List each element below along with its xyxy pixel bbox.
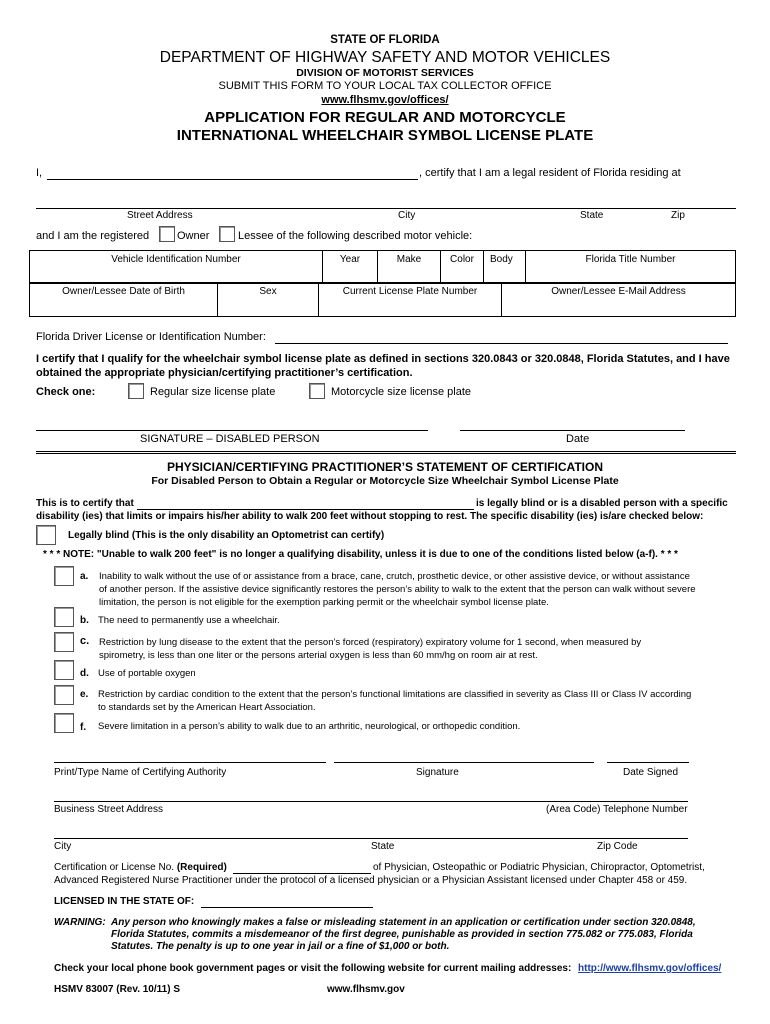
certify-start: This is to certify that	[36, 498, 134, 509]
cert-text-line1: of Physician, Osteopathic or Podiatric Physician, Chiropractor, Optometrist,	[373, 862, 705, 873]
lessee-label: Lessee of the following described motor vehicle:	[238, 230, 473, 242]
telephone-label: (Area Code) Telephone Number	[546, 804, 688, 815]
date-signed-label: Date Signed	[623, 767, 679, 778]
applicant-i-label: I,	[36, 167, 43, 179]
patient-name-line[interactable]	[137, 509, 474, 510]
warning-line3: Statutes. The penalty is up to one year in jail or a fine of $1,000 or both.	[111, 941, 450, 952]
condition-c-text: Restriction by lung disease to the extent that the person’s forced (respiratory) expiratory volume for 1 second, when measured by spirometry, is less than one liter or the persons arterial oxygen is less than 60 mm/hg on room air at rest.	[99, 637, 642, 661]
state-title: STATE OF FLORIDA	[330, 34, 440, 46]
color-cell[interactable]: Color	[441, 251, 484, 284]
year-cell[interactable]: Year	[323, 251, 378, 284]
condition-a-text: Inability to walk without the use of or assistance from a brace, cane, crutch, prosthetic device, or other assistive device, or without assistance of another person. If the assistive device significantly restores the person’s ability to walk to the extent that the person can walk without severe limitation, the person is not eligible for the exemption parking permit or the wheelchair symbol license plate.	[99, 571, 696, 608]
check-one-label: Check one:	[36, 386, 96, 398]
footer-check-text: Check your local phone book government pages or visit the following website for current mailing addresses:	[54, 963, 572, 974]
form-number: HSMV 83007 (Rev. 10/11) S	[54, 984, 180, 995]
physician-city-label: City	[54, 841, 72, 852]
condition-b-checkbox[interactable]	[54, 607, 74, 627]
warning-label: WARNING:	[54, 917, 106, 928]
condition-b-text: The need to permanently use a wheelchair.	[98, 615, 280, 626]
certify-resident-text: , certify that I am a legal resident of Florida residing at	[419, 167, 681, 179]
license-plate-cell[interactable]: Current License Plate Number	[319, 283, 502, 317]
legally-blind-checkbox[interactable]	[36, 525, 56, 545]
body-cell[interactable]: Body	[484, 251, 526, 284]
form-title-line2: INTERNATIONAL WHEELCHAIR SYMBOL LICENSE PLATE	[176, 127, 594, 144]
submit-instruction: SUBMIT THIS FORM TO YOUR LOCAL TAX COLLECTOR OFFICE	[218, 80, 552, 92]
email-cell[interactable]: Owner/Lessee E-Mail Address	[502, 283, 736, 317]
city-state-zip-line[interactable]	[54, 838, 688, 839]
cert-number-line[interactable]	[233, 873, 371, 874]
title-number-cell[interactable]: Florida Title Number	[526, 251, 736, 284]
dl-number-line[interactable]	[275, 343, 728, 344]
regular-plate-checkbox[interactable]	[128, 383, 144, 399]
condition-d-text: Use of portable oxygen	[98, 668, 196, 679]
physician-signature-line[interactable]	[334, 762, 594, 763]
dob-cell[interactable]: Owner/Lessee Date of Birth	[30, 283, 218, 317]
motorcycle-plate-label: Motorcycle size license plate	[331, 386, 472, 398]
make-cell[interactable]: Make	[378, 251, 441, 284]
condition-f-letter: f.	[80, 722, 87, 733]
registered-text: and I am the registered	[36, 230, 150, 242]
regular-plate-label: Regular size license plate	[150, 386, 276, 398]
division-title: DIVISION OF MOTORIST SERVICES	[296, 67, 474, 79]
vehicle-table	[29, 250, 736, 284]
business-address-line[interactable]	[54, 801, 688, 802]
footer-offices-link[interactable]: http://www.flhsmv.gov/offices/	[578, 963, 722, 974]
cert-label-text: Certification or License No.	[54, 862, 175, 873]
address-line[interactable]	[36, 208, 736, 209]
condition-a-checkbox[interactable]	[54, 566, 74, 586]
date-label: Date	[566, 433, 590, 445]
vin-cell[interactable]: Vehicle Identification Number	[30, 251, 323, 284]
required-text: (Required)	[176, 862, 227, 873]
street-address-label: Street Address	[127, 210, 193, 221]
cert-text-line2: Advanced Registered Nurse Practitioner under the protocol of a licensed physician or a Physician Assistant licensed under Chapter 458 or 459.	[54, 875, 688, 886]
warning-line2: Florida Statutes, commits a misdemeanor of the first degree, punishable as provided in section 775.082 or 775.083, Florida	[111, 929, 693, 940]
condition-e-checkbox[interactable]	[54, 685, 74, 705]
signature-label: SIGNATURE – DISABLED PERSON	[140, 433, 320, 445]
print-name-line[interactable]	[54, 762, 326, 763]
licensed-state-line[interactable]	[201, 907, 373, 908]
legally-blind-label: Legally blind (This is the only disability an Optometrist can certify)	[68, 530, 385, 541]
physician-signature-label: Signature	[416, 767, 459, 778]
business-address-label: Business Street Address	[54, 804, 163, 815]
condition-c-checkbox[interactable]	[54, 632, 74, 652]
physician-subtitle: For Disabled Person to Obtain a Regular or Motorcycle Size Wheelchair Symbol License Plate	[151, 475, 619, 487]
note-text: * * * NOTE: "Unable to walk 200 feet" is no longer a qualifying disability, unless it is due to one of the conditions listed below (a-f). * * *	[43, 549, 678, 560]
form-title-line1: APPLICATION FOR REGULAR AND MOTORCYCLE	[204, 109, 566, 126]
physician-title: PHYSICIAN/CERTIFYING PRACTITIONER’S STATEMENT OF CERTIFICATION	[166, 460, 603, 474]
offices-url[interactable]: www.flhsmv.gov/offices/	[321, 94, 449, 106]
certify-line2: disability (ies) that limits or impairs his/her ability to walk 200 feet without stopping to rest. The specific disability (ies) is/are checked below:	[36, 511, 704, 522]
condition-f-text: Severe limitation in a person’s ability to walk due to an arthritic, neurological, or orthopedic condition.	[98, 721, 521, 732]
applicant-name-line[interactable]	[47, 179, 418, 180]
condition-e-letter: e.	[80, 689, 89, 700]
condition-b-letter: b.	[80, 615, 89, 626]
condition-a-letter: a.	[80, 571, 89, 582]
warning-line1: Any person who knowingly makes a false or misleading statement in an application or certification under section 320.0848,	[111, 917, 696, 928]
owner-table	[29, 282, 736, 317]
motorcycle-plate-checkbox[interactable]	[309, 383, 325, 399]
condition-d-letter: d.	[80, 668, 89, 679]
owner-label: Owner	[177, 230, 210, 242]
certify-end: is legally blind or is a disabled person with a specific	[476, 498, 728, 509]
signature-line[interactable]	[36, 430, 428, 431]
condition-e-text: Restriction by cardiac condition to the extent that the person’s functional limitations are classified in severity as Class III or Class IV according to standards set by the American Heart Association.	[98, 689, 692, 713]
physician-zip-label: Zip Code	[597, 841, 638, 852]
sex-cell[interactable]: Sex	[218, 283, 319, 317]
city-label: City	[398, 210, 416, 221]
print-name-label: Print/Type Name of Certifying Authority	[54, 767, 227, 778]
owner-checkbox[interactable]	[159, 226, 175, 242]
qualify-statement: I certify that I qualify for the wheelchair symbol license plate as defined in sections 320.0843 or 320.0848, Florida Statutes, and I have obtained the appropriate physician/certifying practitioner’s certification.	[36, 353, 730, 379]
footer-website: www.flhsmv.gov	[327, 984, 405, 995]
zip-label: Zip	[671, 210, 685, 221]
section-divider	[36, 451, 736, 454]
licensed-state-label: LICENSED IN THE STATE OF:	[54, 896, 195, 907]
date-line[interactable]	[460, 430, 685, 431]
condition-f-checkbox[interactable]	[54, 713, 74, 733]
date-signed-line[interactable]	[607, 762, 689, 763]
cert-number-label	[54, 862, 227, 873]
condition-d-checkbox[interactable]	[54, 660, 74, 680]
condition-c-letter: c.	[80, 635, 90, 647]
dl-number-label: Florida Driver License or Identification Number:	[36, 331, 266, 343]
state-label: State	[580, 210, 604, 221]
department-title: DEPARTMENT OF HIGHWAY SAFETY AND MOTOR VEHICLES	[159, 49, 611, 66]
physician-state-label: State	[371, 841, 395, 852]
lessee-checkbox[interactable]	[219, 226, 235, 242]
